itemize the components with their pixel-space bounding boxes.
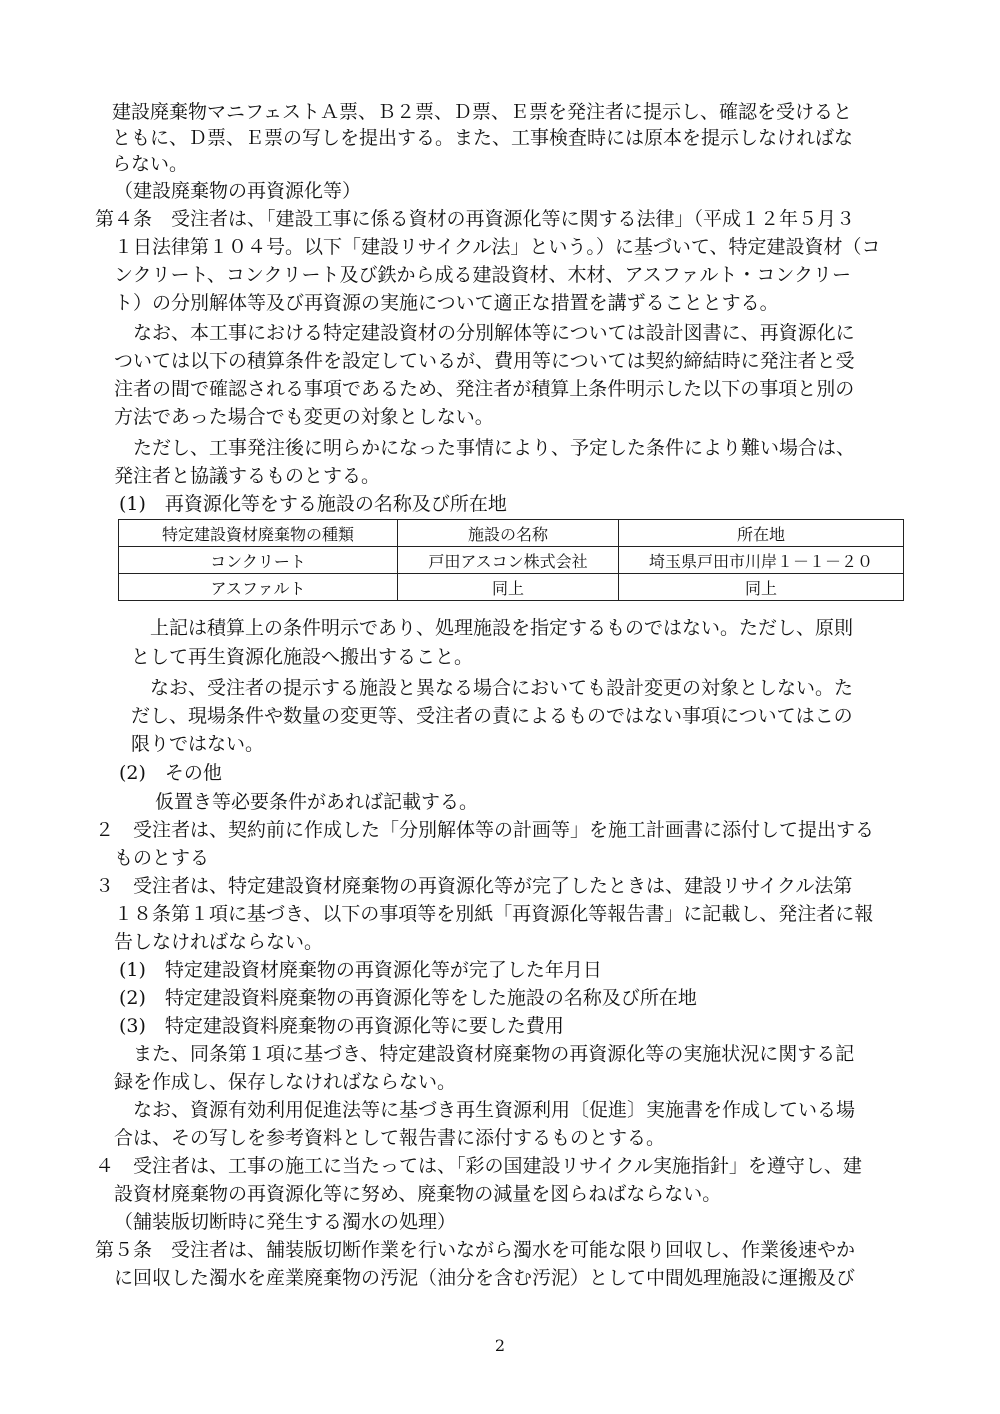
text-line: また、同条第１項に基づき、特定建設資材廃棄物の再資源化等の実施状況に関する記: [133, 1043, 855, 1065]
list-item: (3) 特定建設資料廃棄物の再資源化等に要した費用: [119, 1015, 564, 1037]
text-line: なお、受注者の提示する施設と異なる場合においても設計変更の対象としない。た: [150, 677, 854, 699]
text-line: 建設廃棄物マニフェストＡ票、Ｂ２票、Ｄ票、Ｅ票を発注者に提示し、確認を受けると: [112, 101, 853, 123]
table-cell: 同上: [619, 574, 904, 601]
section-heading: （舗装版切断時に発生する濁水の処理）: [114, 1211, 457, 1233]
text-line: 設資材廃棄物の再資源化等に努め、廃棄物の減量を図らねばならない。: [114, 1183, 722, 1205]
table-header-row: [119, 520, 904, 547]
text-line: 仮置き等必要条件があれば記載する。: [155, 791, 479, 813]
text-line: 録を作成し、保存しなければならない。: [114, 1071, 457, 1093]
table-cell: 埼玉県戸田市川岸１－１－２０: [619, 547, 904, 574]
paragraph-4-line: ４ 受注者は、工事の施工に当たっては、「彩の国建設リサイクル実施指針」を遵守し、建: [95, 1155, 862, 1177]
text-line: 合は、その写しを参考資料として報告書に添付するものとする。: [114, 1127, 666, 1149]
text-line: 注者の間で確認される事項であるため、発注者が積算上条件明示した以下の事項と別の: [114, 378, 855, 400]
text-line: ともに、Ｄ票、Ｅ票の写しを提出する。また、工事検査時には原本を提示しなければな: [112, 127, 854, 149]
text-line: ただし、工事発注後に明らかになった事情により、予定した条件により難い場合は、: [133, 437, 856, 459]
list-item: (2) 特定建設資料廃棄物の再資源化等をした施設の名称及び所在地: [119, 987, 697, 1009]
text-line: なお、資源有効利用促進法等に基づき再生資源利用〔促進〕実施書を作成している場: [133, 1099, 856, 1121]
section-heading: （建設廃棄物の再資源化等）: [114, 180, 362, 202]
text-line: 告しなければならない。: [114, 931, 324, 953]
text-line: ものとする: [114, 847, 210, 869]
table-header-cell: 所在地: [619, 520, 904, 547]
table-cell: アスファルト: [119, 574, 398, 601]
text-line: に回収した濁水を産業廃棄物の汚泥（油分を含む汚泥）として中間処理施設に運搬及び: [114, 1267, 856, 1289]
table-row: [119, 547, 904, 574]
page-number: 2: [494, 1336, 506, 1355]
text-line: １日法律第１０４号。以下「建設リサイクル法」という。）に基づいて、特定建設資材（コ: [114, 236, 881, 258]
text-line: 方法であった場合でも変更の対象としない。: [114, 406, 494, 428]
text-line: らない。: [112, 153, 189, 175]
text-line: ト）の分別解体等及び再資源の実施について適正な措置を講ずることとする。: [114, 292, 779, 314]
article-5-line: 第５条 受注者は、舗装版切断作業を行いながら濁水を可能な限り回収し、作業後速やか: [95, 1239, 856, 1261]
table-cell: 戸田アスコン株式会社: [398, 547, 619, 574]
text-line: 限りではない。: [131, 733, 265, 755]
table-header-cell: 施設の名称: [398, 520, 619, 547]
text-line: 発注者と協議するものとする。: [114, 465, 381, 487]
list-item: (1) 特定建設資材廃棄物の再資源化等が完了した年月日: [119, 959, 602, 981]
table-row: [119, 574, 904, 601]
paragraph-2-line: ２ 受注者は、契約前に作成した「分別解体等の計画等」を施工計画書に添付して提出する: [95, 819, 875, 841]
text-line: １８条第１項に基づき、以下の事項等を別紙「再資源化等報告書」に記載し、発注者に報: [114, 903, 874, 925]
text-line: ンクリート、コンクリート及び鉄から成る建設資材、木材、アスファルト・コンクリー: [114, 264, 852, 286]
text-line: 上記は積算上の条件明示であり、処理施設を指定するものではない。ただし、原則: [150, 617, 854, 639]
table-header-cell: 特定建設資材廃棄物の種類: [119, 520, 398, 547]
text-line: として再生資源化施設へ搬出すること。: [131, 646, 474, 668]
facility-table: [118, 519, 904, 601]
paragraph-3-line: ３ 受注者は、特定建設資材廃棄物の再資源化等が完了したときは、建設リサイクル法第: [95, 875, 853, 897]
text-line: なお、本工事における特定建設資材の分別解体等については設計図書に、再資源化に: [133, 322, 855, 344]
article-4-line: 第４条 受注者は、「建設工事に係る資材の再資源化等に関する法律」（平成１２年５月３: [95, 208, 856, 230]
table-cell: コンクリート: [119, 547, 398, 574]
table-cell: 同上: [398, 574, 619, 601]
text-line: だし、現場条件や数量の変更等、受注者の責によるものではない事項についてはこの: [131, 705, 853, 727]
list-item-heading: (1) 再資源化等をする施設の名称及び所在地: [119, 493, 507, 515]
list-item-heading: (2) その他: [119, 762, 222, 784]
text-line: ついては以下の積算条件を設定しているが、費用等については契約締結時に発注者と受: [114, 350, 855, 372]
